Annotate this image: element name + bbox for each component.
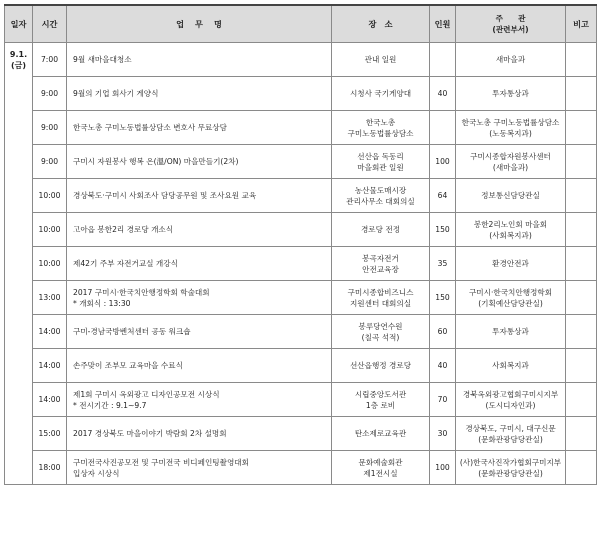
place-cell — [332, 417, 430, 451]
place-cell-line: 관리사무소 대회의실 — [346, 196, 415, 206]
host-cell — [456, 417, 566, 451]
table-row — [5, 349, 597, 383]
event-cell — [67, 179, 332, 213]
people-cell: 100 — [430, 451, 456, 485]
event-cell — [67, 77, 332, 111]
note-cell — [566, 179, 597, 213]
note-cell — [566, 417, 597, 451]
place-cell — [332, 77, 430, 111]
place-cell-line: 봉곡자전거 — [362, 253, 399, 263]
table-row — [5, 179, 597, 213]
event-cell — [67, 451, 332, 485]
event-cell-line: 구미전국사진공모전 및 구미전국 비디페인팅촬영대회 — [73, 457, 249, 467]
note-cell — [566, 281, 597, 315]
header-date: 일자 — [5, 5, 33, 43]
host-cell — [456, 349, 566, 383]
place-cell-line: 문화예술회관 — [358, 457, 403, 467]
place-cell — [332, 213, 430, 247]
event-cell-line: 손주맞이 조부모 교육마을 수료식 — [73, 361, 183, 370]
place-cell — [332, 383, 430, 417]
event-cell-line: 경상북도·구미시 사회조사 담당공무원 및 조사요원 교육 — [73, 191, 257, 200]
note-cell — [566, 77, 597, 111]
table-row — [5, 111, 597, 145]
people-cell: 70 — [430, 383, 456, 417]
place-cell-line: 제1전시실 — [363, 468, 398, 478]
note-cell — [566, 349, 597, 383]
people-cell: 35 — [430, 247, 456, 281]
date-line1: 9.1. — [9, 50, 28, 59]
header-host-subtitle: (관련부서) — [492, 25, 529, 34]
host-cell — [456, 111, 566, 145]
host-cell-line: (노동복지과) — [489, 128, 532, 138]
people-cell: 100 — [430, 145, 456, 179]
host-cell-line: 봉한2리노인회 마을회 — [473, 219, 548, 229]
place-cell-line: 선산읍행정 경로당 — [349, 361, 412, 370]
place-cell — [332, 43, 430, 77]
host-cell — [456, 247, 566, 281]
host-cell-line: (사회복지과) — [489, 230, 532, 240]
header-place: 장 소 — [332, 5, 430, 43]
people-cell: 150 — [430, 213, 456, 247]
host-cell-line: 경상북도, 구미시, 대구신문 — [465, 423, 556, 433]
host-cell-line: (기획예산담당관실) — [478, 298, 543, 308]
place-cell-line: 시청사 국기게양대 — [349, 89, 412, 98]
event-cell-line: 2017 경상북도 마을이야기 박람회 2차 설명회 — [73, 429, 227, 438]
place-cell-line: 경로당 전정 — [360, 225, 401, 234]
host-cell — [456, 77, 566, 111]
header-host-title: 주 관 — [495, 14, 526, 23]
time-cell: 9:00 — [33, 111, 67, 145]
schedule-body — [5, 43, 597, 485]
place-cell — [332, 247, 430, 281]
event-cell-line: 구미-경남국방벤처센터 공동 워크숍 — [73, 327, 191, 336]
host-cell — [456, 43, 566, 77]
table-row — [5, 281, 597, 315]
table-row — [5, 213, 597, 247]
people-cell: 60 — [430, 315, 456, 349]
place-cell-line: 농산물도매시장 — [354, 185, 407, 195]
place-cell-line: 시립중앙도서관 — [354, 389, 407, 399]
note-cell — [566, 213, 597, 247]
time-cell: 18:00 — [33, 451, 67, 485]
place-cell-line: 안전교육장 — [362, 264, 399, 274]
place-cell-line: 마을회관 일원 — [357, 162, 404, 172]
host-cell-line: (사)한국사진작가협회구미지부 — [459, 457, 562, 467]
place-cell-line: 한국노총 — [365, 117, 396, 127]
people-cell: 40 — [430, 77, 456, 111]
host-cell — [456, 281, 566, 315]
event-cell — [67, 417, 332, 451]
date-line2: (금) — [10, 61, 27, 70]
place-cell-line: 탄소제로교육관 — [354, 429, 407, 438]
place-cell — [332, 111, 430, 145]
time-cell: 9:00 — [33, 77, 67, 111]
event-cell-line: * 전시기간 : 9.1~9.7 — [73, 400, 147, 410]
host-cell-line: (새마을과) — [492, 162, 529, 172]
host-cell-line: 환경안전과 — [492, 259, 529, 268]
event-cell-line: 제1회 구미시 옥외광고 디자인공모전 시상식 — [73, 389, 220, 399]
place-cell-line: (칠곡 석적) — [361, 332, 400, 342]
event-cell — [67, 383, 332, 417]
event-cell — [67, 315, 332, 349]
note-cell — [566, 247, 597, 281]
time-cell: 10:00 — [33, 179, 67, 213]
event-cell-line: 고아읍 봉한2리 경로당 개소식 — [73, 225, 174, 234]
event-cell-line: * 개회식 : 13:30 — [73, 298, 131, 308]
place-cell — [332, 349, 430, 383]
table-row — [5, 77, 597, 111]
host-cell-line: 경북옥외광고협회구미시지부 — [462, 389, 559, 399]
time-cell: 14:00 — [33, 383, 67, 417]
host-cell — [456, 145, 566, 179]
event-cell-line: 2017 구미시·한국치안행정학회 학술대회 — [73, 287, 210, 297]
event-cell — [67, 111, 332, 145]
place-cell-line: 구미시종합비즈니스 — [347, 287, 414, 297]
people-cell: 64 — [430, 179, 456, 213]
place-cell-line: 지원센터 대회의실 — [349, 298, 412, 308]
note-cell — [566, 145, 597, 179]
host-cell-line: 구미시·한국치안행정학회 — [468, 287, 553, 297]
event-cell — [67, 145, 332, 179]
event-cell-line: 구미시 자원봉사 행복 온(溫/ON) 마을만들기(2차) — [73, 157, 239, 166]
host-cell — [456, 213, 566, 247]
people-cell: 150 — [430, 281, 456, 315]
header-row — [5, 5, 597, 43]
table-row — [5, 43, 597, 77]
time-cell: 14:00 — [33, 349, 67, 383]
note-cell — [566, 111, 597, 145]
people-cell — [430, 111, 456, 145]
date-cell — [5, 43, 33, 485]
table-row — [5, 417, 597, 451]
place-cell-line: 봉루당연수원 — [358, 321, 403, 331]
table-row — [5, 145, 597, 179]
place-cell — [332, 145, 430, 179]
header-host — [456, 5, 566, 43]
place-cell-line: 구미노동법률상담소 — [347, 128, 414, 138]
place-cell — [332, 315, 430, 349]
event-cell — [67, 43, 332, 77]
place-cell-line: 1층 로비 — [365, 400, 396, 410]
host-cell — [456, 383, 566, 417]
time-cell: 10:00 — [33, 213, 67, 247]
people-cell: 40 — [430, 349, 456, 383]
host-cell — [456, 451, 566, 485]
note-cell — [566, 383, 597, 417]
host-cell-line: 투자통상과 — [492, 89, 529, 98]
note-cell — [566, 43, 597, 77]
host-cell-line: (문화관광담당관실) — [478, 468, 543, 478]
host-cell-line: (도시디자인과) — [485, 400, 536, 410]
host-cell-line: 사회복지과 — [492, 361, 529, 370]
table-row — [5, 247, 597, 281]
time-cell: 13:00 — [33, 281, 67, 315]
table-row — [5, 315, 597, 349]
event-cell-line: 9월의 기업 회사기 게양식 — [73, 89, 159, 98]
place-cell — [332, 451, 430, 485]
note-cell — [566, 451, 597, 485]
time-cell: 14:00 — [33, 315, 67, 349]
host-cell — [456, 179, 566, 213]
place-cell — [332, 281, 430, 315]
time-cell: 7:00 — [33, 43, 67, 77]
header-note: 비고 — [566, 5, 597, 43]
place-cell-line: 관내 일원 — [364, 55, 397, 64]
note-cell — [566, 315, 597, 349]
time-cell: 9:00 — [33, 145, 67, 179]
header-people: 인원 — [430, 5, 456, 43]
event-cell-line: 한국노총 구미노동법률상담소 변호사 무료상담 — [73, 123, 227, 132]
event-cell — [67, 213, 332, 247]
host-cell — [456, 315, 566, 349]
host-cell-line: (문화관광담당관실) — [478, 434, 543, 444]
event-cell-line: 입상자 시상식 — [73, 468, 120, 478]
time-cell: 10:00 — [33, 247, 67, 281]
header-time: 시간 — [33, 5, 67, 43]
host-cell-line: 정보통신담당관실 — [481, 191, 540, 200]
place-cell — [332, 179, 430, 213]
time-cell: 15:00 — [33, 417, 67, 451]
event-cell-line: 9월 새마을대청소 — [73, 55, 132, 64]
place-cell-line: 선산읍 독동리 — [357, 151, 404, 161]
schedule-table — [4, 4, 597, 485]
event-cell-line: 제42기 주부 자전거교실 개강식 — [73, 259, 178, 268]
header-event: 업 무 명 — [67, 5, 332, 43]
event-cell — [67, 247, 332, 281]
event-cell — [67, 281, 332, 315]
table-row — [5, 451, 597, 485]
table-row — [5, 383, 597, 417]
host-cell-line: 한국노총 구미노동법률상담소 — [461, 117, 560, 127]
people-cell — [430, 43, 456, 77]
event-cell — [67, 349, 332, 383]
people-cell: 30 — [430, 417, 456, 451]
host-cell-line: 투자통상과 — [492, 327, 529, 336]
host-cell-line: 구미시종합자원봉사센터 — [470, 151, 551, 161]
host-cell-line: 새마을과 — [495, 55, 526, 64]
